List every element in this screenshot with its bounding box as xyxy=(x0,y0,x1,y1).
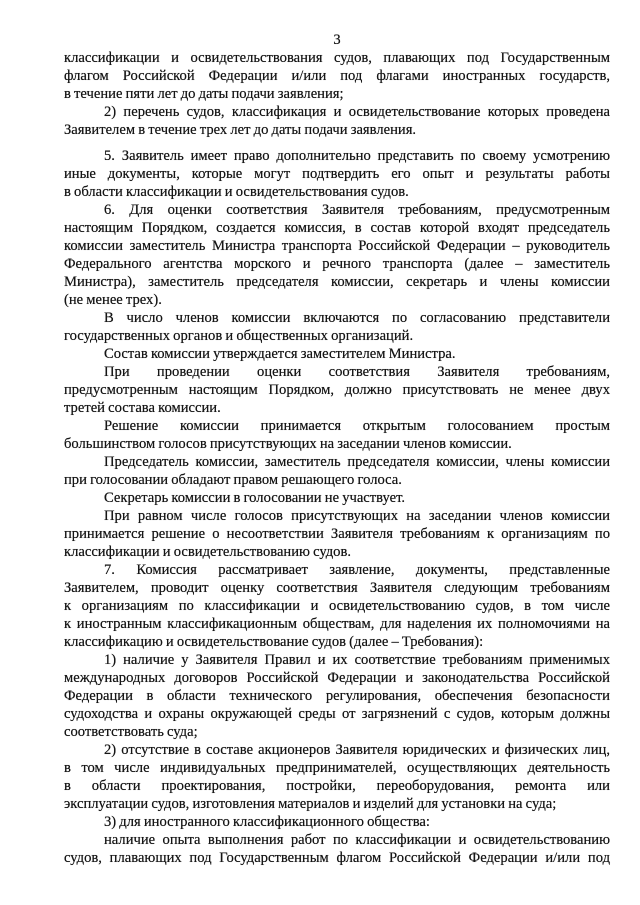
paragraph-requirement-2 xyxy=(64,741,610,813)
paragraph-item-1-continuation xyxy=(64,49,610,103)
text-line: в течение пяти лет до даты подачи заявления; xyxy=(64,86,344,102)
text-line: при голосовании обладают правом решающего голоса. xyxy=(64,472,402,488)
text-line: наличие опыта выполнения работ по классификации и освидетельствованию xyxy=(104,832,610,848)
paragraph-secretary-vote xyxy=(64,489,610,507)
text-line: принимается решение о несоответствии Заявителя требованиям к организациям по xyxy=(64,526,610,542)
text-line: классификации и освидетельствования судов, плавающих под Государственным xyxy=(64,50,610,66)
text-line: к иностранным классификационным обществам, для наделения их полномочиями на xyxy=(64,616,610,632)
text-line: настоящим Порядком, создается комиссия, в состав которой входят председатель xyxy=(64,220,610,236)
text-line: Федерации в области технического регулирования, обеспечения безопасности xyxy=(64,688,610,704)
paragraph-clause-6 xyxy=(64,201,610,309)
text-line: 1) наличие у Заявителя Правил и их соответствие требованиям применимых xyxy=(104,652,610,668)
text-line: эксплуатации судов, изготовления материалов и изделий для установки на суда; xyxy=(64,796,557,812)
text-line: в области классификации и освидетельствования судов. xyxy=(64,184,409,200)
text-line: (не менее трех). xyxy=(64,292,162,308)
paragraph-item-2-ship-list xyxy=(64,103,610,139)
text-line: 5. Заявитель имеет право дополнительно представить по своему усмотрению xyxy=(104,148,610,164)
text-line: 2) отсутствие в составе акционеров Заявителя юридических и физических лиц, xyxy=(104,742,610,758)
text-line: классификацию и освидетельствование судов (далее – Требования): xyxy=(64,634,484,650)
text-line: комиссии заместитель Министра транспорта Российской Федерации – руководитель xyxy=(64,238,610,254)
paragraph-requirement-3 xyxy=(64,813,610,831)
text-line: государственных органов и общественных организаций. xyxy=(64,328,414,344)
text-line: Председатель комиссии, заместитель председателя комиссии, члены комиссии xyxy=(104,454,610,470)
paragraph-voting-rights xyxy=(64,453,610,489)
text-line: в том числе индивидуальных предпринимателей, осуществляющих деятельность xyxy=(64,760,610,776)
text-line: Состав комиссии утверждается заместителем Министра. xyxy=(104,346,456,362)
text-line: В число членов комиссии включаются по согласованию представители xyxy=(104,310,610,326)
text-line: Министра), заместитель председателя комиссии, секретарь и члены комиссии xyxy=(64,274,610,290)
text-line: 6. Для оценки соответствия Заявителя требованиям, предусмотренным xyxy=(104,202,610,218)
text-line: предусмотренным настоящим Порядком, должно присутствовать не менее двух xyxy=(64,382,610,398)
text-line: При равном числе голосов присутствующих на заседании членов комиссии xyxy=(104,508,610,524)
text-line: При проведении оценки соответствия Заявителя требованиям, xyxy=(104,364,610,380)
text-line: в области проектирования, постройки, переоборудования, ремонта или xyxy=(64,778,610,794)
text-line: соответствовать суда; xyxy=(64,724,198,740)
paragraph-decision-voting xyxy=(64,417,610,453)
text-line: третей состава комиссии. xyxy=(64,400,221,416)
text-line: Секретарь комиссии в голосовании не участвует. xyxy=(104,490,406,506)
text-line: к организациям по классификации и освидетельствованию судов, в том числе xyxy=(64,598,610,614)
text-line: судоходства и охраны окружающей среды от загрязнений с судов, которым должны xyxy=(64,706,610,722)
page-text-column xyxy=(64,31,610,867)
text-line: иные документы, которые могут подтвердить его опыт и результаты работы xyxy=(64,166,610,182)
text-line: классификации и освидетельствованию судов. xyxy=(64,544,352,560)
paragraph-clause-5 xyxy=(64,147,610,201)
text-line: судов, плавающих под Государственным флагом Российской Федерации и/или под xyxy=(64,850,610,866)
paragraph-requirement-1 xyxy=(64,651,610,741)
text-line: Заявителем в течение трех лет до даты подачи заявления. xyxy=(64,122,417,138)
text-line: Решение комиссии принимается открытым голосованием простым xyxy=(104,418,610,434)
paragraph-requirement-3-experience xyxy=(64,831,610,867)
page-number: 3 xyxy=(333,32,341,48)
text-line: 7. Комиссия рассматривает заявление, документы, представленные xyxy=(104,562,610,578)
paragraph-commission-members xyxy=(64,309,610,345)
paragraph-tie-vote xyxy=(64,507,610,561)
text-line: Заявителем, проводит оценку соответствия Заявителя следующим требованиям xyxy=(64,580,610,596)
text-line: Федерального агентства морского и речного транспорта (далее – заместитель xyxy=(64,256,610,272)
text-line: международных договоров Российской Федерации и законодательства Российской xyxy=(64,670,610,686)
paragraph-quorum xyxy=(64,363,610,417)
paragraph-commission-approval xyxy=(64,345,610,363)
text-line: большинством голосов присутствующих на заседании членов комиссии. xyxy=(64,436,512,452)
text-line: 2) перечень судов, классификация и освидетельствование которых проведена xyxy=(104,104,610,120)
text-line: флагом Российской Федерации и/или под флагами иностранных государств, xyxy=(64,68,610,84)
paragraph-clause-7 xyxy=(64,561,610,651)
text-line: 3) для иностранного классификационного общества: xyxy=(104,814,430,830)
